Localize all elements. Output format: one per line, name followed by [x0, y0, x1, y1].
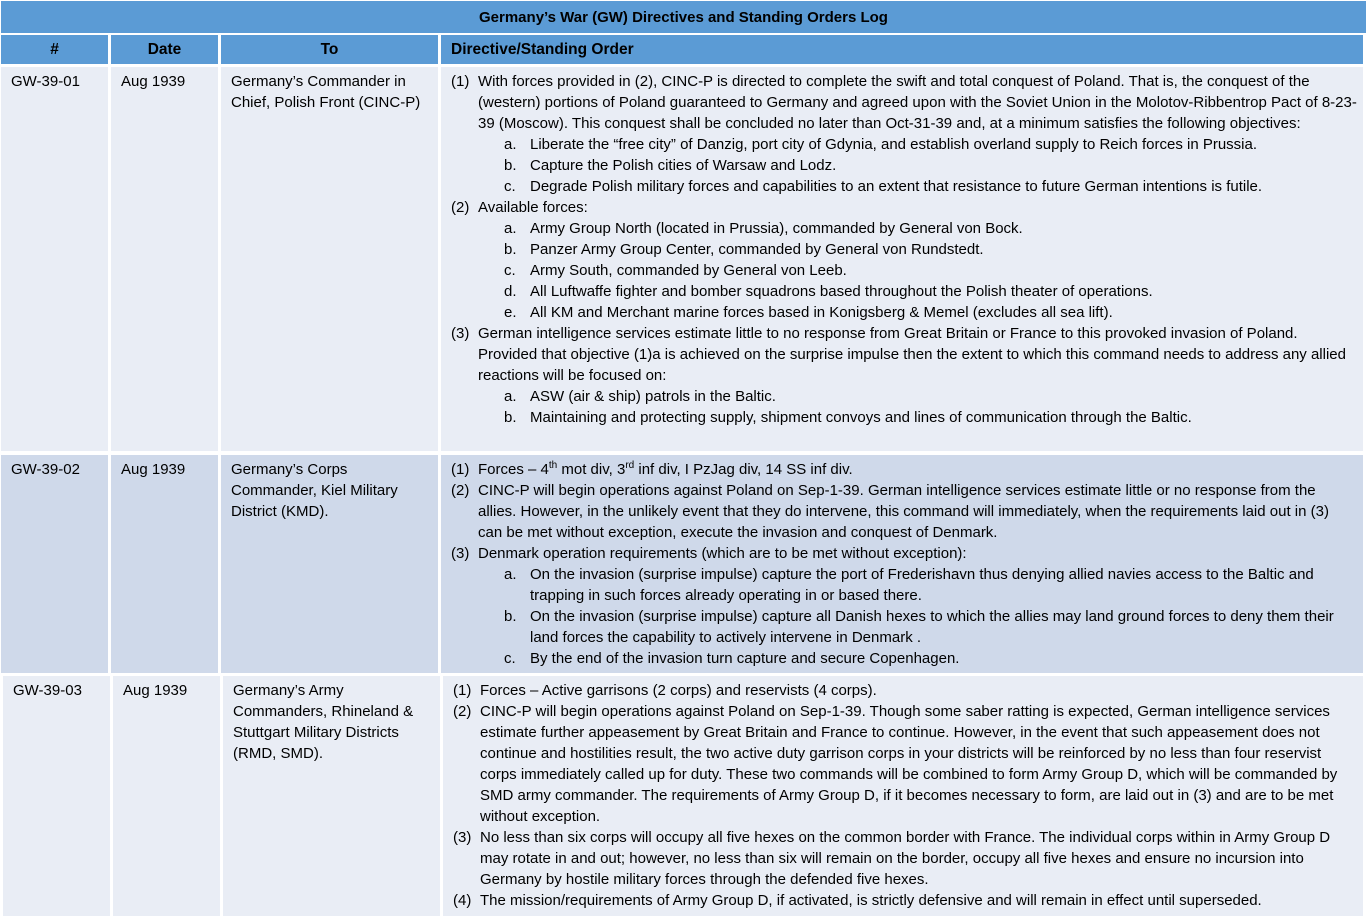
sub-list	[451, 564, 1357, 669]
directive-item	[453, 827, 1357, 890]
sub-letter: b.	[504, 608, 517, 625]
row-1-to: Germany’s Commander in Chief, Polish Front (CINC-P)	[221, 67, 438, 451]
sub-item	[504, 176, 1357, 197]
sub-item	[504, 407, 1357, 428]
sub-letter: e.	[504, 304, 517, 321]
item-number: (1)	[451, 461, 470, 478]
row-2-number: GW-39-02	[1, 455, 108, 673]
directive-item	[453, 701, 1357, 827]
sub-text: ASW (air & ship) patrols in the Baltic.	[530, 388, 776, 405]
item-number: (1)	[451, 73, 470, 90]
sub-letter: c.	[504, 262, 516, 279]
item-number: (2)	[451, 199, 470, 216]
sub-text: Army South, commanded by General von Leeb.	[530, 262, 847, 279]
item-text: The mission/requirements of Army Group D, if activated, is strictly defensive and will remain in effect until superseded.	[480, 892, 1262, 909]
item-text: Forces – 4th mot div, 3rd inf div, I PzJag div, 14 SS inf div.	[478, 460, 853, 478]
sub-letter: a.	[504, 136, 517, 153]
sub-list	[451, 386, 1357, 428]
sub-text: Capture the Polish cities of Warsaw and Lodz.	[530, 157, 837, 174]
sub-letter: d.	[504, 283, 517, 300]
row-2-date: Aug 1939	[111, 455, 218, 673]
sub-text: All Luftwaffe fighter and bomber squadrons based throughout the Polish theater of operations.	[530, 283, 1153, 300]
sub-item	[504, 606, 1357, 648]
directive-item	[451, 543, 1357, 564]
sub-text: Maintaining and protecting supply, shipment convoys and lines of communication through the Baltic.	[530, 409, 1192, 426]
sub-item	[504, 302, 1357, 323]
sub-item	[504, 648, 1357, 669]
sub-item	[504, 218, 1357, 239]
directive-item	[453, 680, 1357, 701]
sub-item	[504, 564, 1357, 606]
directive-list	[451, 459, 1357, 564]
row-3-number: GW-39-03	[3, 676, 110, 916]
sub-item	[504, 134, 1357, 155]
directive-list	[451, 197, 1357, 218]
directive-item	[451, 323, 1357, 386]
sub-list	[451, 218, 1357, 323]
header-date: Date	[111, 35, 218, 64]
directive-item	[451, 480, 1357, 543]
sub-letter: a.	[504, 388, 517, 405]
item-text: Available forces:	[478, 199, 588, 216]
directive-item	[451, 197, 1357, 218]
item-text: CINC-P will begin operations against Poland on Sep-1-39. Though some saber ratting is expected, German intelligence services estimate further appeasement by Great Britain and France to continue. However, in the event that such appeasement does not continue and hostilities result, the two active duty garrison corps in your districts will be reinforced by no less than four reservist corps immediately called up for duty. These two commands will be combined to form Army Group D, which will be commanded by SMD army commander. The requirements of Army Group D, if it becomes necessary to form, are laid out in (3) and are to be met without exception.	[480, 703, 1338, 825]
row-2-to: Germany’s Corps Commander, Kiel Military District (KMD).	[221, 455, 438, 673]
item-text: No less than six corps will occupy all five hexes on the common border with France. The individual corps within in Army Group D may rotate in and out; however, no less than six will remain on the border, occupy all five hexes and ensure no incursion into Germany by hostile military forces through the defended five hexes.	[480, 829, 1331, 888]
sub-item	[504, 281, 1357, 302]
directive-item	[453, 890, 1357, 911]
sub-text: Liberate the “free city” of Danzig, port city of Gdynia, and establish overland supply to Reich forces in Prussia.	[530, 136, 1258, 153]
header-directive: Directive/Standing Order	[441, 35, 1363, 64]
item-number: (1)	[453, 682, 472, 699]
sub-letter: a.	[504, 566, 517, 583]
item-number: (4)	[453, 892, 472, 909]
sub-letter: b.	[504, 241, 517, 258]
sub-text: Panzer Army Group Center, commanded by General von Rundstedt.	[530, 241, 984, 258]
sub-item	[504, 155, 1357, 176]
item-number: (3)	[453, 829, 472, 846]
sub-item	[504, 239, 1357, 260]
sub-letter: b.	[504, 409, 517, 426]
item-text: German intelligence services estimate little to no response from Great Britain or France to this provoked invasion of Poland. Provided that objective (1)a is achieved on the surprise impulse then the extent to which this command needs to address any allied reactions will be focused on:	[478, 325, 1346, 384]
sub-letter: b.	[504, 157, 517, 174]
row-3-to: Germany’s Army Commanders, Rhineland & Stuttgart Military Districts (RMD, SMD).	[223, 676, 440, 916]
directive-item	[451, 71, 1357, 134]
sub-letter: a.	[504, 220, 517, 237]
sub-item	[504, 260, 1357, 281]
table-title: Germany’s War (GW) Directives and Standing Orders Log	[1, 1, 1366, 33]
header-to: To	[221, 35, 438, 64]
item-text: Denmark operation requirements (which are to be met without exception):	[478, 545, 967, 562]
sub-letter: c.	[504, 650, 516, 667]
sub-letter: c.	[504, 178, 516, 195]
sub-text: By the end of the invasion turn capture and secure Copenhagen.	[530, 650, 960, 667]
directive-list	[451, 71, 1357, 134]
row-3-directive	[443, 676, 1363, 916]
row-1-number: GW-39-01	[1, 67, 108, 451]
sub-text: All KM and Merchant marine forces based in Konigsberg & Memel (excludes all sea lift).	[530, 304, 1113, 321]
item-number: (2)	[451, 482, 470, 499]
row-2-directive	[441, 455, 1363, 673]
sub-text: On the invasion (surprise impulse) capture the port of Frederishavn thus denying allied navies access to the Baltic and trapping in such forces already operating in or based there.	[530, 566, 1314, 604]
item-number: (3)	[451, 325, 470, 342]
item-text: CINC-P will begin operations against Poland on Sep-1-39. German intelligence services estimate little or no response from the allies. However, in the unlikely event that they do intervene, this command will immediately, when the requirements laid out in (3) can be met without exception, execute the invasion and conquest of Denmark.	[478, 482, 1329, 541]
row-1-directive	[441, 67, 1363, 451]
sub-text: On the invasion (surprise impulse) capture all Danish hexes to which the allies may land ground forces to deny them their land forces the capability to actively intervene in Denmark .	[530, 608, 1334, 646]
sub-text: Army Group North (located in Prussia), commanded by General von Bock.	[530, 220, 1023, 237]
item-number: (2)	[453, 703, 472, 720]
header-number: #	[1, 35, 108, 64]
item-number: (3)	[451, 545, 470, 562]
item-text: Forces – Active garrisons (2 corps) and reservists (4 corps).	[480, 682, 877, 699]
directive-list	[453, 680, 1357, 911]
sub-text: Degrade Polish military forces and capabilities to an extent that resistance to future German intentions is futile.	[530, 178, 1263, 195]
sub-list	[451, 134, 1357, 197]
sub-item	[504, 386, 1357, 407]
row-1-date: Aug 1939	[111, 67, 218, 451]
item-text: With forces provided in (2), CINC-P is directed to complete the swift and total conquest of Poland. That is, the conquest of the (western) portions of Poland guaranteed to Germany and agreed upon with the Soviet Union in the Molotov-Ribbentrop Pact of 8-23-39 (Moscow). This conquest shall be concluded no later than Oct-31-39 and, at a minimum satisfies the following objectives:	[478, 73, 1357, 132]
directive-list	[451, 323, 1357, 386]
directive-item	[451, 459, 1357, 480]
row-3-date: Aug 1939	[113, 676, 220, 916]
